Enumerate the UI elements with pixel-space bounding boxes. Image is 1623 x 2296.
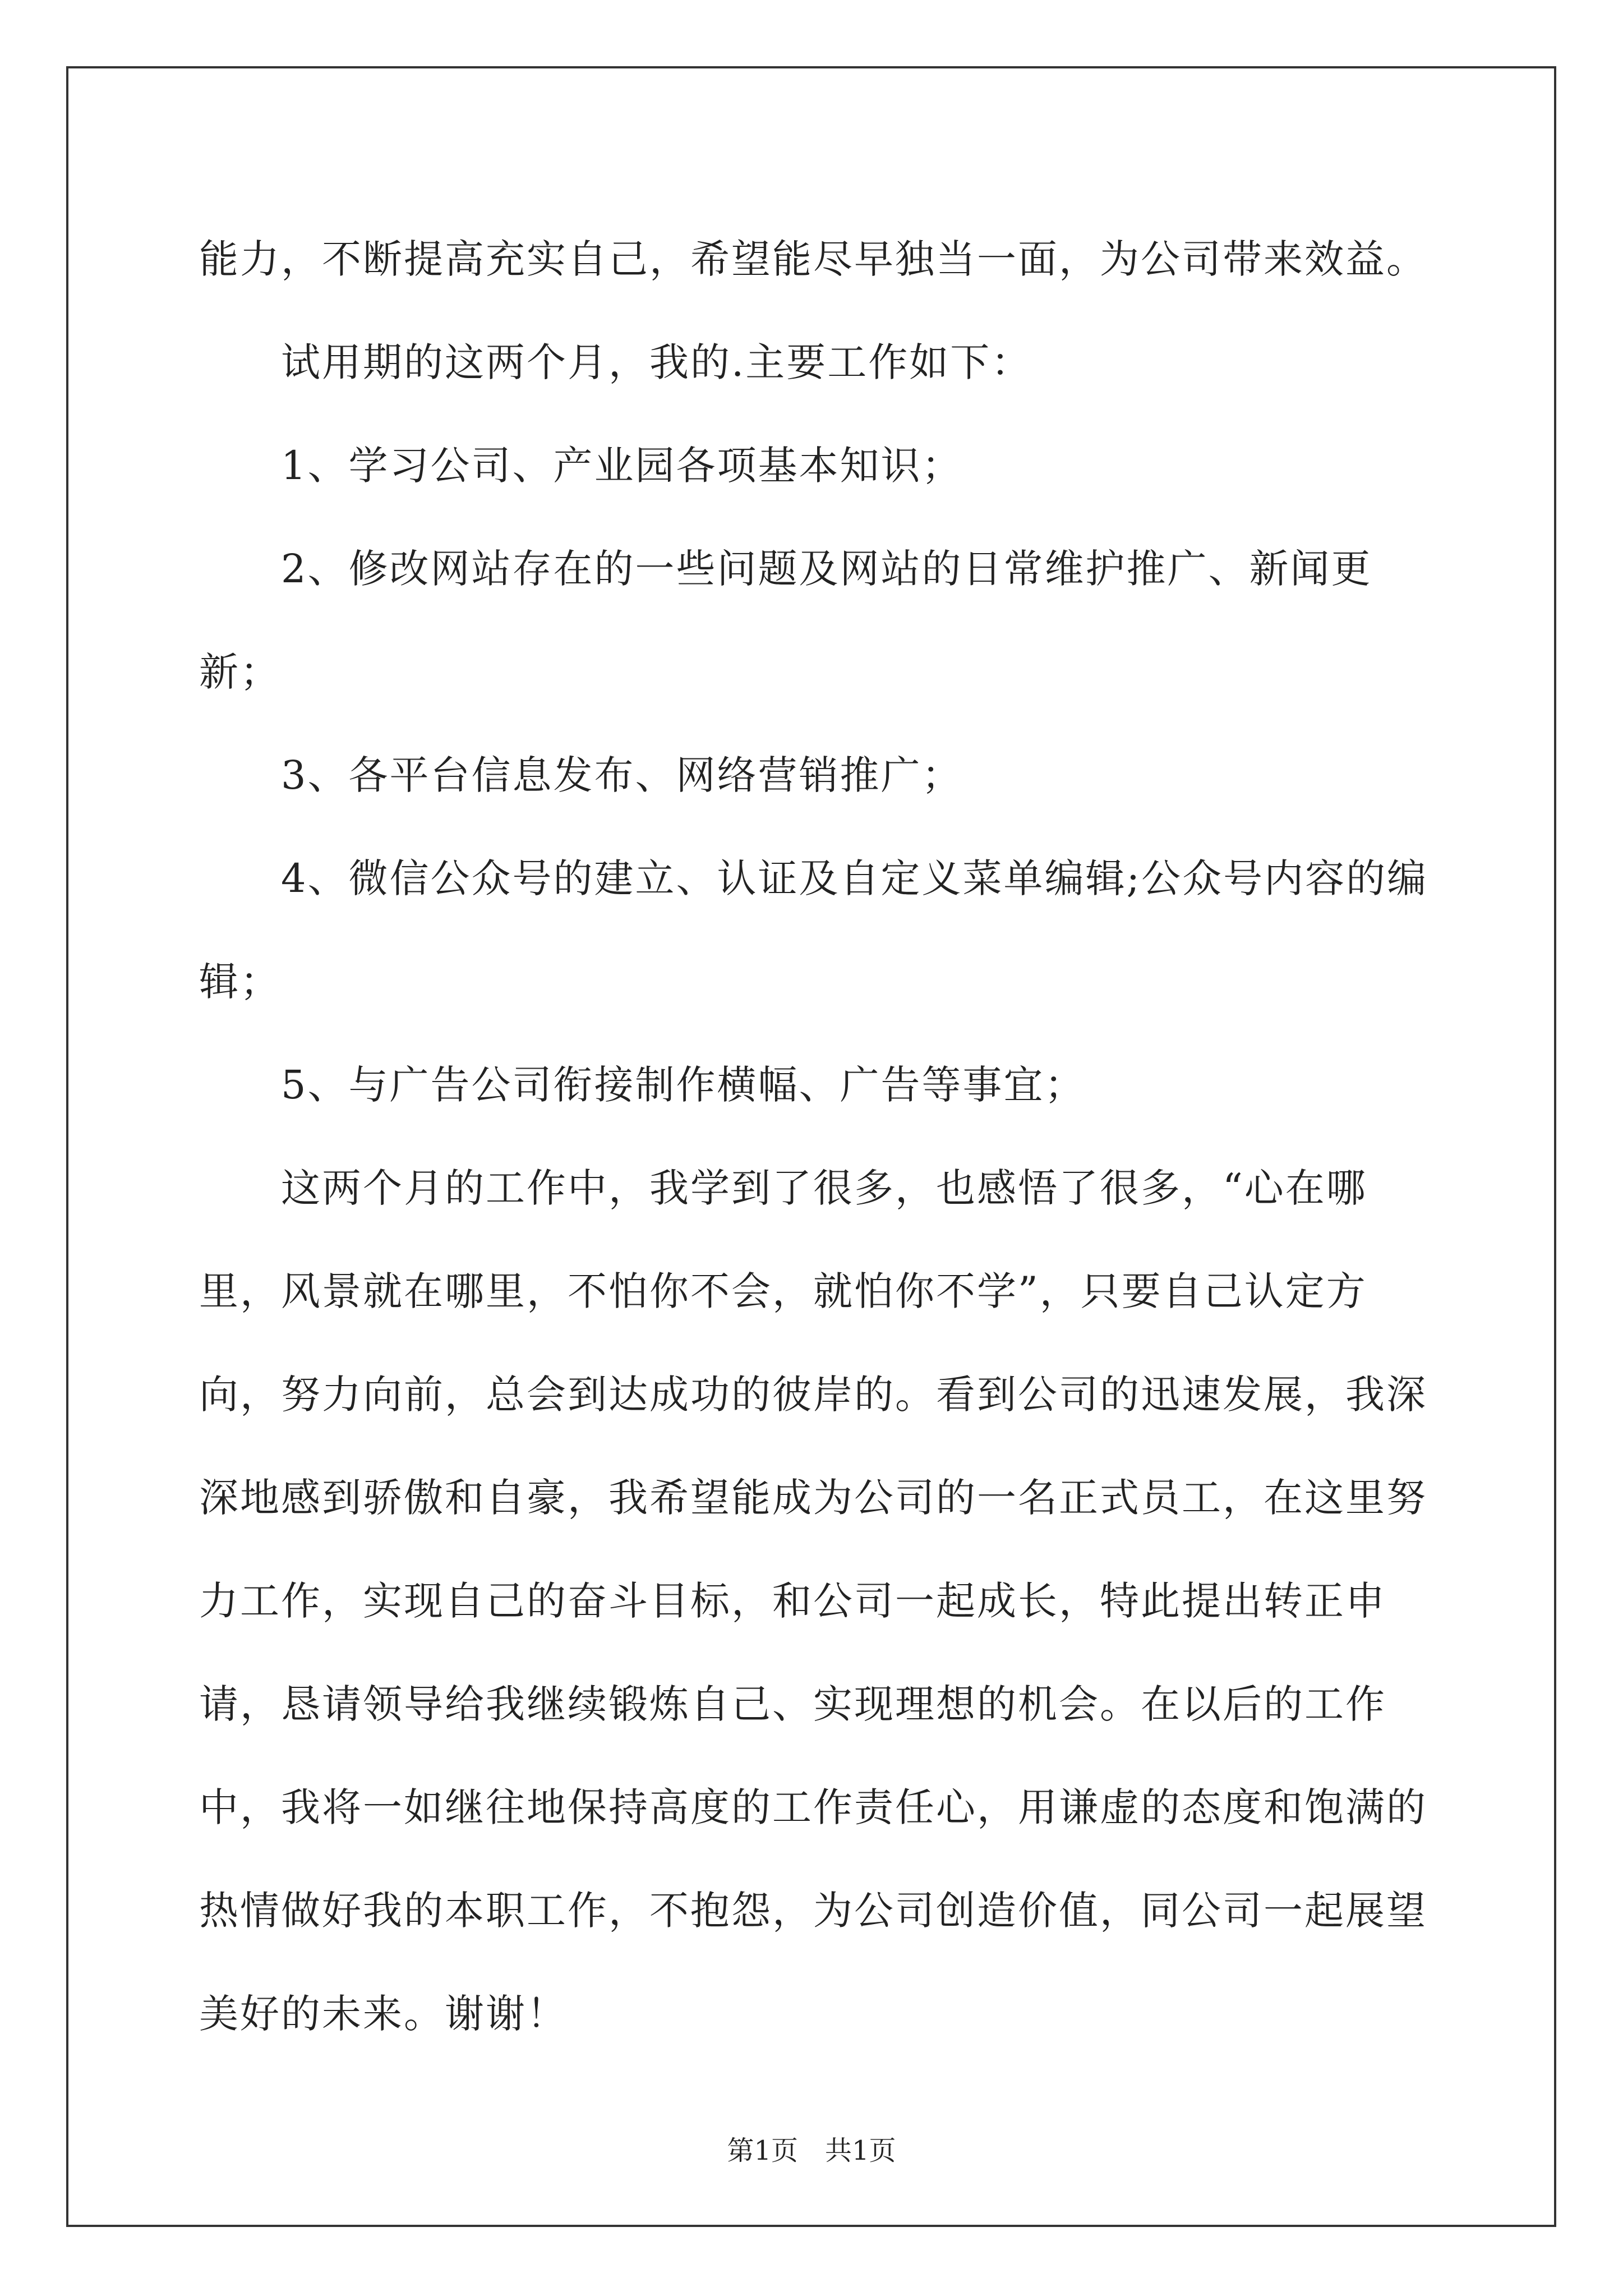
list-item-2: 2、修改网站存在的一些问题及网站的日常维护推广、新闻更新； [199, 546, 1372, 695]
paragraph-closing: 这两个月的工作中，我学到了很多，也感悟了很多，“心在哪里，风景就在哪里，不怕你不会，就怕你不学”，只要自己认定方向，努力向前，总会到达成功的彼岸的。看到公司的迅速发展，我深深地感到骄傲和自豪，我希望能成为公司的一名正式员工，在这里努力工作，实现自己的奋斗目标，和公司一起成长，特此提出转正申请，恳请领导给我继续锻炼自己、实现理想的机会。在以后的工作中，我将一如继往地保持高度的工作责任心，用谦虚的态度和饱满的热情做好我的本职工作，不抱怨，为公司创造价值，同公司一起展望美好的未来。谢谢！ [199, 1165, 1427, 2037]
list-item-4: 4、微信公众号的建立、认证及自定义菜单编辑;公众号内容的编辑； [199, 855, 1428, 1005]
list-item-5: 5、与广告公司衔接制作横幅、广告等事宜； [199, 1062, 1086, 1108]
list-item-1: 1、学习公司、产业园各项基本知识； [199, 443, 963, 489]
page-footer: 第1页 共1页 [727, 2135, 896, 2166]
paragraph-1: 能力，不断提高充实自己，希望能尽早独当一面，为公司带来效益。 [199, 236, 1427, 282]
list-item-3: 3、各平台信息发布、网络营销推广； [199, 752, 963, 798]
document-body [199, 208, 1433, 2065]
paragraph-2: 试用期的这两个月，我的.主要工作如下： [199, 339, 1032, 385]
